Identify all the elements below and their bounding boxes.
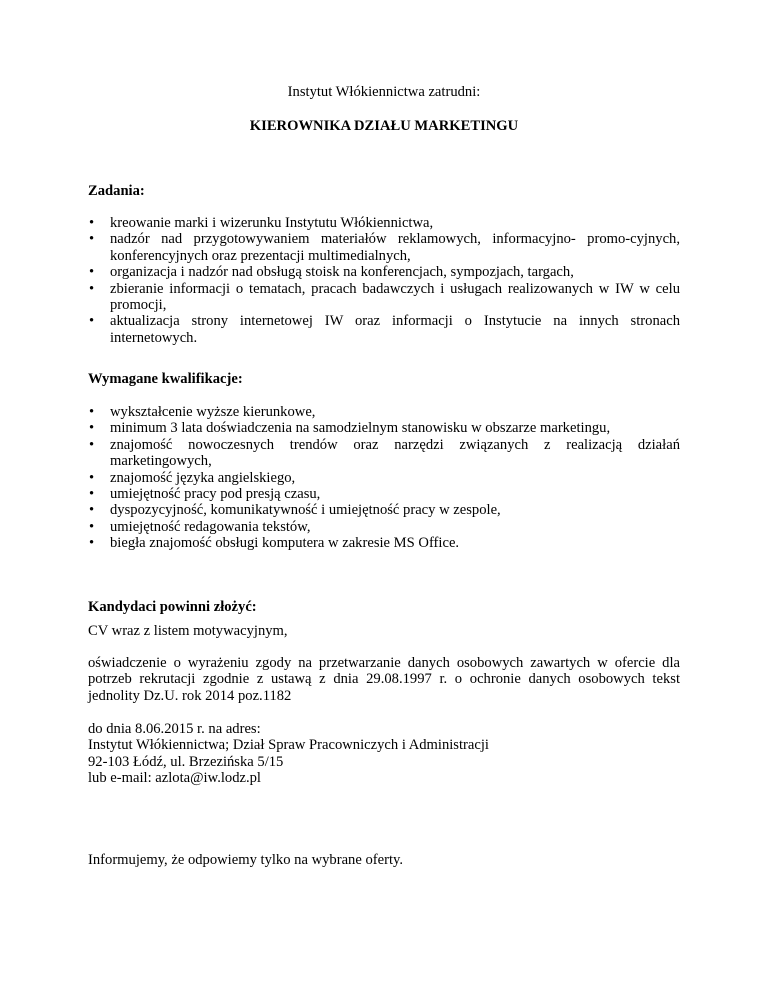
street-line: 92-103 Łódź, ul. Brzezińska 5/15	[88, 753, 284, 770]
deadline-line: do dnia 8.06.2015 r. na adres:	[88, 721, 261, 737]
job-title: KIEROWNIKA DZIAŁU MARKETINGU	[249, 118, 519, 134]
tasks-list	[88, 215, 680, 346]
cv-requirement: CV wraz z listem motywacyjnym,	[88, 623, 288, 639]
list-item: • wykształcenie wyższe kierunkowe,	[88, 404, 680, 420]
list-item: • znajomość nowoczesnych trendów oraz narzędzi związanych z realizacją działań marketingowych,	[88, 437, 680, 470]
list-item: • kreowanie marki i wizerunku Instytutu Włókiennictwa,	[88, 215, 680, 231]
qualifications-list	[88, 404, 680, 552]
institution-line: Instytut Włókiennictwa; Dział Spraw Pracowniczych i Administracji	[88, 737, 489, 754]
list-item: • aktualizacja strony internetowej IW oraz informacji o Instytucie na innych stronach internetowych.	[88, 313, 680, 346]
list-item: • dyspozycyjność, komunikatywność i umiejętność pracy w zespole,	[88, 502, 680, 518]
list-item: • biegła znajomość obsługi komputera w zakresie MS Office.	[88, 535, 680, 551]
list-item: • organizacja i nadzór nad obsługą stoisk na konferencjach, sympozjach, targach,	[88, 264, 680, 280]
list-item: • nadzór nad przygotowywaniem materiałów reklamowych, informacyjno- promo-cyjnych, konferencyjnych oraz prezentacji multimedialnych,	[88, 231, 680, 264]
list-item: • znajomość języka angielskiego,	[88, 470, 680, 486]
tasks-heading: Zadania:	[88, 183, 145, 199]
list-item: • zbieranie informacji o tematach, pracach badawczych i usługach realizowanych w IW w celu promocji,	[88, 281, 680, 314]
qualifications-heading: Wymagane kwalifikacje:	[88, 371, 243, 387]
consent-requirement: oświadczenie o wyrażeniu zgody na przetwarzanie danych osobowych zawartych w ofercie dla potrzeb rekrutacji zgodnie z ustawą z dnia 29.08.1997 r. o ochronie danych osobowych tekst jednolity Dz.U. rok 2014 poz.1182	[88, 655, 680, 704]
intro-line: Instytut Włókiennictwa zatrudni:	[287, 84, 481, 100]
email-line: lub e-mail: azlota@iw.lodz.pl	[88, 770, 261, 787]
documents-heading: Kandydaci powinni złożyć:	[88, 599, 257, 615]
list-item: • minimum 3 lata doświadczenia na samodzielnym stanowisku w obszarze marketingu,	[88, 420, 680, 436]
address-block	[88, 721, 680, 787]
closing-note: Informujemy, że odpowiemy tylko na wybrane oferty.	[88, 852, 404, 868]
list-item: • umiejętność pracy pod presją czasu,	[88, 486, 680, 502]
list-item: • umiejętność redagowania tekstów,	[88, 519, 680, 535]
